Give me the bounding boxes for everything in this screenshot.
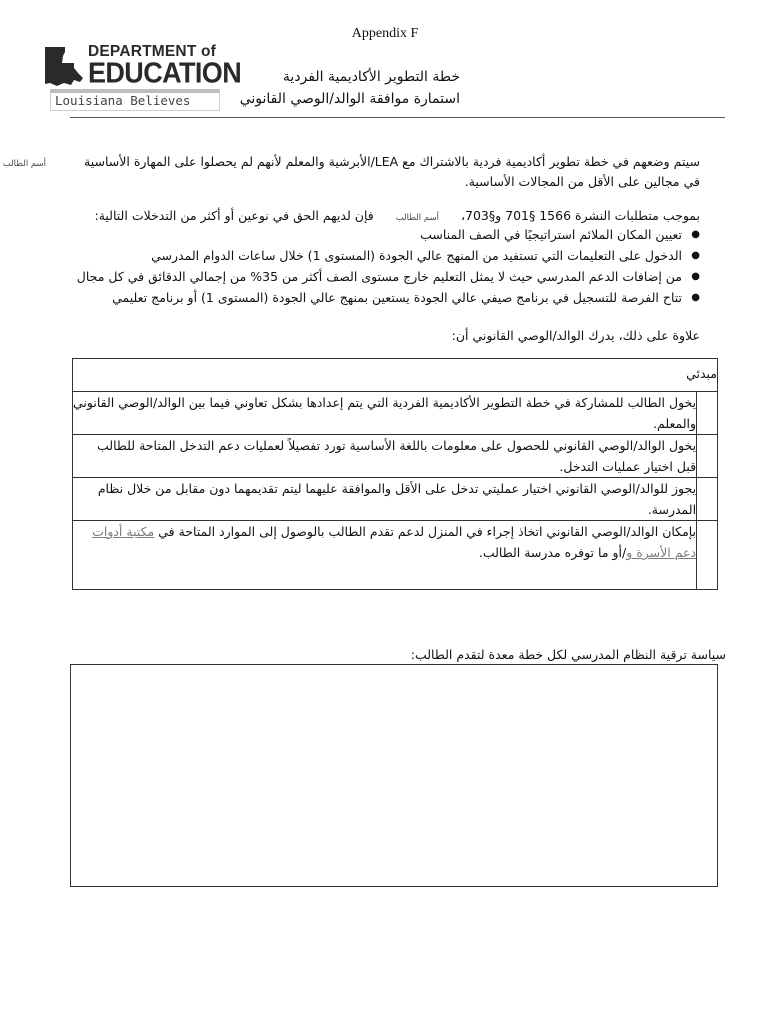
table-row <box>73 521 718 590</box>
rights-tail: فإن لديهم الحق في نوعين أو أكثر من التدخلات التالية: <box>94 208 374 223</box>
promotion-policy-box[interactable] <box>70 664 718 887</box>
doe-logo <box>44 43 242 112</box>
logo-line1: DEPARTMENT of <box>88 43 217 60</box>
table-row <box>73 478 718 521</box>
student-name-label: أسم الطالب <box>2 159 47 169</box>
family-support-link[interactable]: دعم الأسرة و <box>626 545 697 560</box>
louisiana-state-icon <box>44 46 84 88</box>
logo-tagline: Louisiana Believes <box>50 89 220 111</box>
initials-box-2[interactable] <box>697 435 718 478</box>
form-subtitle: استمارة موافقة الوالد/الوصي القانوني <box>239 91 460 107</box>
table-row <box>73 392 718 435</box>
rights-lead: بموجب متطلبات النشرة 1566 §701 و§703، <box>460 208 700 223</box>
initials-box-1[interactable] <box>697 392 718 435</box>
family-toolkit-link[interactable]: مكتبة أدوات <box>92 524 155 539</box>
initials-box-4[interactable] <box>697 521 718 590</box>
logo-line2: EDUCATION <box>88 57 242 89</box>
list-item: ● الدخول على التعليمات التي تستفيد من المنهج عالي الجودة (المستوى 1) خلال ساعات الدوام المدرسي <box>80 245 700 266</box>
header-divider <box>70 117 725 118</box>
consent-statement-3: يجوز للوالد/الوصي القانوني اختيار عمليتي تدخل على الأقل والموافقة عليهما ليتم تقديمهما دون مقابل من خلال نظام المدرسة. <box>73 478 697 521</box>
list-item: ● من إضافات الدعم المدرسي حيث لا يمثل التعليم خارج مستوى الصف أكثر من 35% من إجمالي الدقائق في كل مجال <box>80 266 700 287</box>
consent-statement-1: يخول الطالب للمشاركة في خطة التطوير الأكاديمية الفردية التي يتم إعدادها بشكل تعاوني فيما بين الوالد/الوصي القانوني والمعلم. <box>73 392 697 435</box>
intro-text: سيتم وضعهم في خطة تطوير أكاديمية فردية بالاشتراك مع LEA/الأبرشية والمعلم لأنهم لم يحصلوا على المهارة الأساسية <box>84 154 700 169</box>
list-item: ● تعيين المكان الملائم استراتيجيًا في الصف المناسب <box>80 224 700 245</box>
understand-heading: علاوة على ذلك، يدرك الوالد/الوصي القانوني أن: <box>451 328 700 343</box>
student-name-label-2: أسم الطالب <box>395 213 439 223</box>
table-row <box>73 435 718 478</box>
consent-table <box>72 358 718 590</box>
form-titles <box>240 66 460 110</box>
interventions-list <box>76 224 700 308</box>
intro-line1 <box>3 152 700 174</box>
appendix-label: Appendix F <box>351 26 419 41</box>
initials-header: مبدئي <box>73 359 718 392</box>
intro-line2: في مجالين على الأقل من المجالات الأساسية. <box>464 174 700 189</box>
form-title: خطة التطوير الأكاديمية الفردية <box>282 69 460 85</box>
promotion-policy-label: سياسة ترقية النظام المدرسي لكل خطة معدة لتقدم الطالب: <box>410 647 726 662</box>
initials-box-3[interactable] <box>697 478 718 521</box>
consent-statement-4: بإمكان الوالد/الوصي القانوني اتخاذ إجراء في المنزل لدعم تقدم الطالب بالوصول إلى الموارد المتاحة في مكتبة أدوات دعم الأسرة و/أو ما توفره مدرسة الطالب. <box>73 521 697 590</box>
consent-statement-2: يخول الوالد/الوصي القانوني للحصول على معلومات باللغة الأساسية تورد تفصيلاً لعمليات دعم التدخل المتاحة للطالب قبل اختيار عمليات التدخل. <box>73 435 697 478</box>
table-header-row <box>73 359 718 392</box>
list-item: ● تتاح الفرصة للتسجيل في برنامج صيفي عالي الجودة يستعين بمنهج عالي الجودة (المستوى 1) أو برنامج تعليمي <box>80 287 700 308</box>
